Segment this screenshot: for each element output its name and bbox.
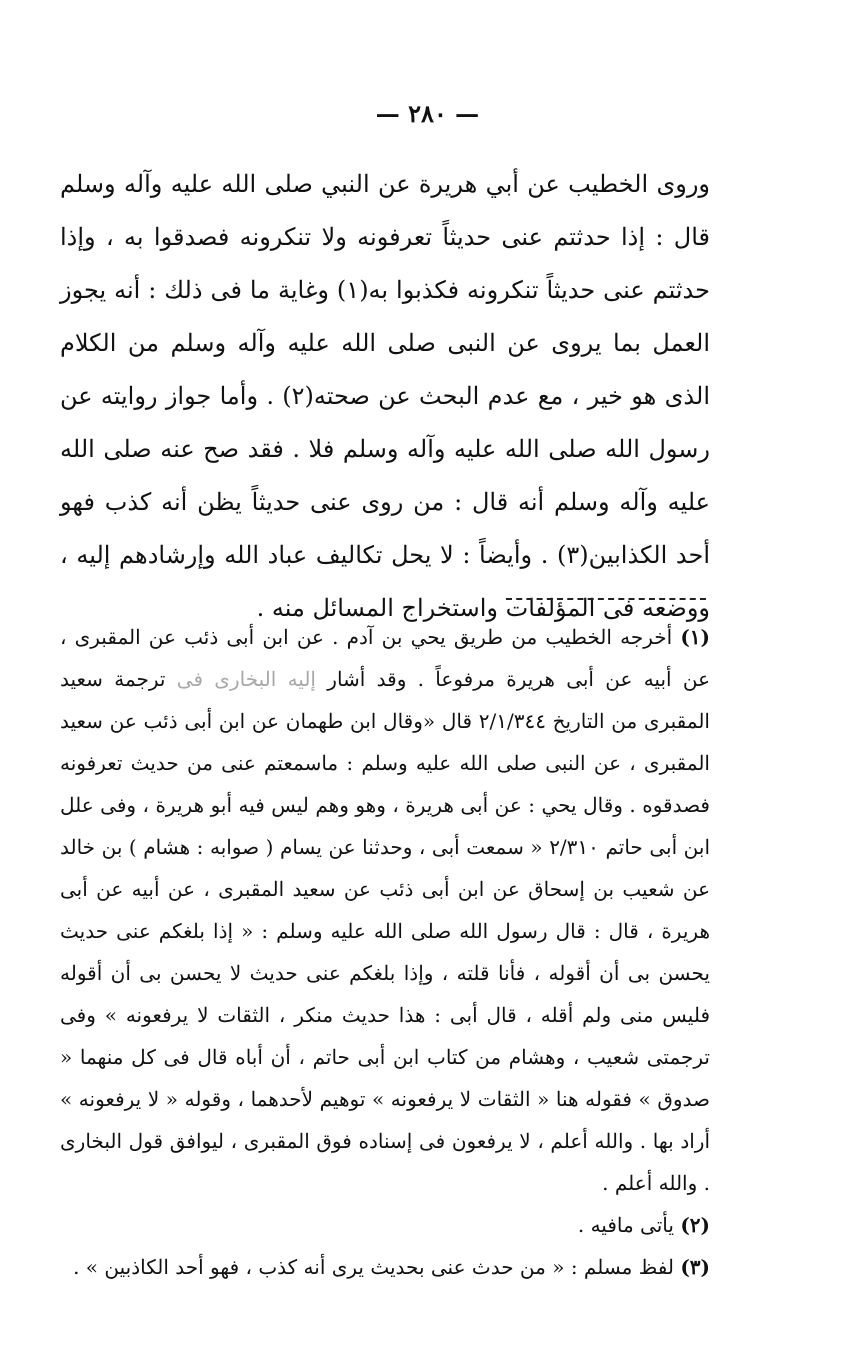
- footnote-2-marker: (٢): [680, 1213, 710, 1237]
- footnote-3-marker: (٣): [680, 1255, 710, 1279]
- footnote-1-marker: (١): [680, 625, 710, 649]
- footnote-3: [60, 1246, 710, 1288]
- main-text: [60, 158, 710, 635]
- footnote-1: [60, 616, 710, 1204]
- body-paragraph: وروى الخطيب عن أبي هريرة عن النبي صلى الله عليه وآله وسلم قال : إذا حدثتم عنى حديثاً تعرفونه ولا تنكرونه فصدقوا به ، وإذا حدثتم عنى حديثاً تنكرونه فكذبوا به(١) وغاية ما فى ذلك : أنه يجوز العمل بما يروى عن النبى صلى الله عليه وآله وسلم من الكلام الذى هو خير ، مع عدم البحث عن صحته(٢) . وأما جواز روايته عن رسول الله صلى الله عليه وآله وسلم فلا . فقد صح عنه صلى الله عليه وآله وسلم أنه قال : من روى عنى حديثاً يظن أنه كذب فهو أحد الكذابين(٣) . وأيضاً : لا يحل تكاليف عباد الله وإرشادهم إليه ، ووضعه فى المؤلفات واستخراج المسائل منه .: [60, 170, 711, 622]
- footnote-1-text-start: أخرجه الخطيب من طريق يحي بن آدم . عن ابن أبى ذئب عن المقبرى ، عن أبيه عن أبى هريرة مرفوعاً . وقد أشار: [60, 625, 711, 691]
- footnote-2: [60, 1204, 710, 1246]
- page-number: — ٢٨٠ —: [375, 99, 480, 128]
- footnote-2-text: يأتى مافيه .: [577, 1213, 674, 1237]
- footnote-separator: [506, 598, 706, 600]
- footnote-1-faded-text: إليه البخارى فى: [176, 667, 316, 691]
- footnote-3-text: لفظ مسلم : « من حدث عنى بحديث يرى أنه كذب ، فهو أحد الكاذبين » .: [73, 1255, 674, 1279]
- footnotes: [60, 616, 710, 1288]
- footnote-1-text-rest: ترجمة سعيد المقبرى من التاريخ ٢/١/٣٤٤ قال «وقال ابن طهمان عن ابن أبى ذئب عن سعيد المقبرى ، عن النبى صلى الله عليه وسلم : ماسمعتم عنى من حديث تعرفونه فصدقوه . وقال يحي : عن أبى هريرة ، وهو وهم ليس فيه أبو هريرة ، وفى علل ابن أبى حاتم ٢/٣١٠ « سمعت أبى ، وحدثنا عن يسام ( صوابه : هشام ) بن خالد عن شعيب بن إسحاق عن ابن أبى ذئب عن سعيد المقبرى ، عن أبيه عن أبى هريرة ، قال : قال رسول الله صلى الله عليه وسلم : « إذا بلغكم عنى حديث يحسن بى أن أقوله ، فأنا قلته ، وإذا بلغكم عنى حديث لا يحسن بى أن أقوله فليس منى ولم أقله ، قال أبى : هذا حديث منكر ، الثقات لا يرفعونه » وفى ترجمتى شعيب ، وهشام من كتاب ابن أبى حاتم ، أن أباه قال فى كل منهما « صدوق » فقوله هنا « الثقات لا يرفعونه » توهيم لأحدهما ، وقوله « لا يرفعونه » أراد بها . والله أعلم ، لا يرفعون فى إسناده فوق المقبرى ، ليوافق قول البخارى . والله أعلم .: [60, 667, 711, 1195]
